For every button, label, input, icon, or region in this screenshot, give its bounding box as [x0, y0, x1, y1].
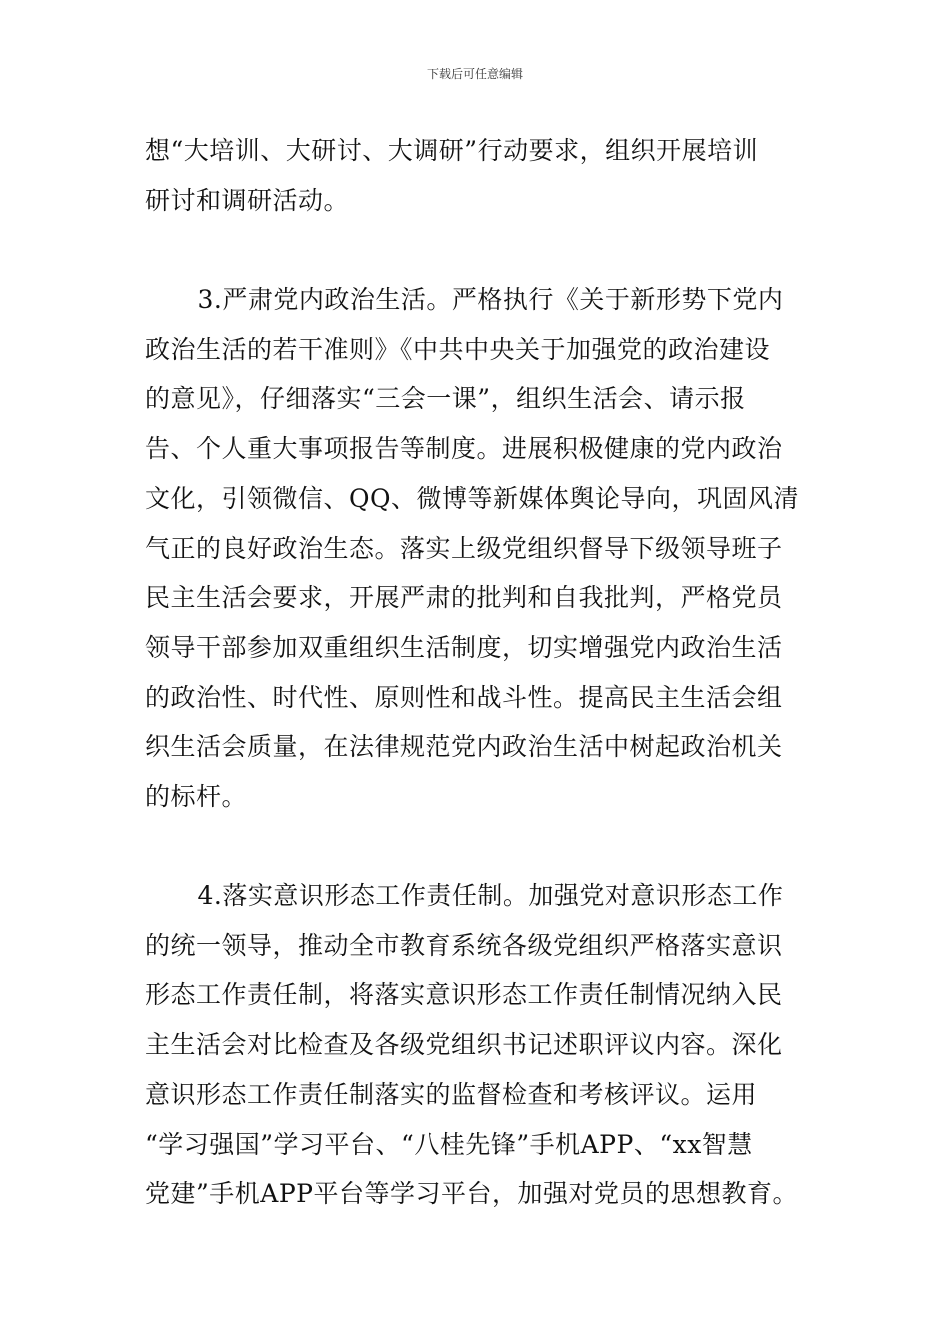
- text-line: 的意见》，仔细落实“三会一课”，组织生活会、请示报: [145, 384, 746, 414]
- text-line: 想“大培训、大研讨、大调研”行动要求，组织开展培训: [145, 136, 759, 165]
- text-line: 形态工作责任制，将落实意识形态工作责任制情况纳入民: [145, 980, 783, 1010]
- text-line: 政治生活的若干准则》《中共中央关于加强党的政治建设: [145, 334, 771, 364]
- text-line: 意识形态工作责任制落实的监督检查和考核评议。运用: [145, 1079, 758, 1109]
- paragraph-3-political-life: [145, 275, 810, 822]
- text-line: 党建”手机APP平台等学习平台，加强对党员的思想教育。: [145, 1179, 798, 1209]
- text-line: 领导干部参加双重组织生活制度，切实增强党内政治生活: [145, 632, 783, 662]
- text-line: 民主生活会要求，开展严肃的批判和自我批判，严格党员: [145, 583, 783, 613]
- text-line: 的政治性、时代性、原则性和战斗性。提高民主生活会组: [145, 682, 783, 712]
- paragraph-continuation: [145, 126, 810, 225]
- text-line: 的统一领导，推动全市教育系统各级党组织严格落实意识: [145, 930, 783, 960]
- text-line: 研讨和调研活动。: [145, 185, 350, 215]
- text-line: 气正的良好政治生态。落实上级党组织督导下级领导班子: [145, 533, 783, 563]
- text-line: 3.严肃党内政治生活。严格执行《关于新形势下党内: [197, 285, 784, 314]
- page-header-note: 下载后可任意编辑: [426, 67, 523, 81]
- text-line: 告、个人重大事项报告等制度。进展积极健康的党内政治: [145, 434, 783, 464]
- text-line: 的标杆。: [145, 782, 248, 812]
- text-line: 主生活会对比检查及各级党组织书记述职评议内容。深化: [145, 1030, 783, 1060]
- paragraph-4-ideology-responsibility: [145, 871, 810, 1219]
- text-line: “学习强国”学习平台、“八桂先锋”手机APP、“xx智慧: [145, 1129, 753, 1159]
- text-line: 4.落实意识形态工作责任制。加强党对意识形态工作: [197, 881, 784, 910]
- text-line: 文化，引领微信、QQ、微博等新媒体舆论导向，巩固风清: [145, 483, 799, 513]
- text-line: 织生活会质量，在法律规范党内政治生活中树起政治机关: [145, 732, 783, 762]
